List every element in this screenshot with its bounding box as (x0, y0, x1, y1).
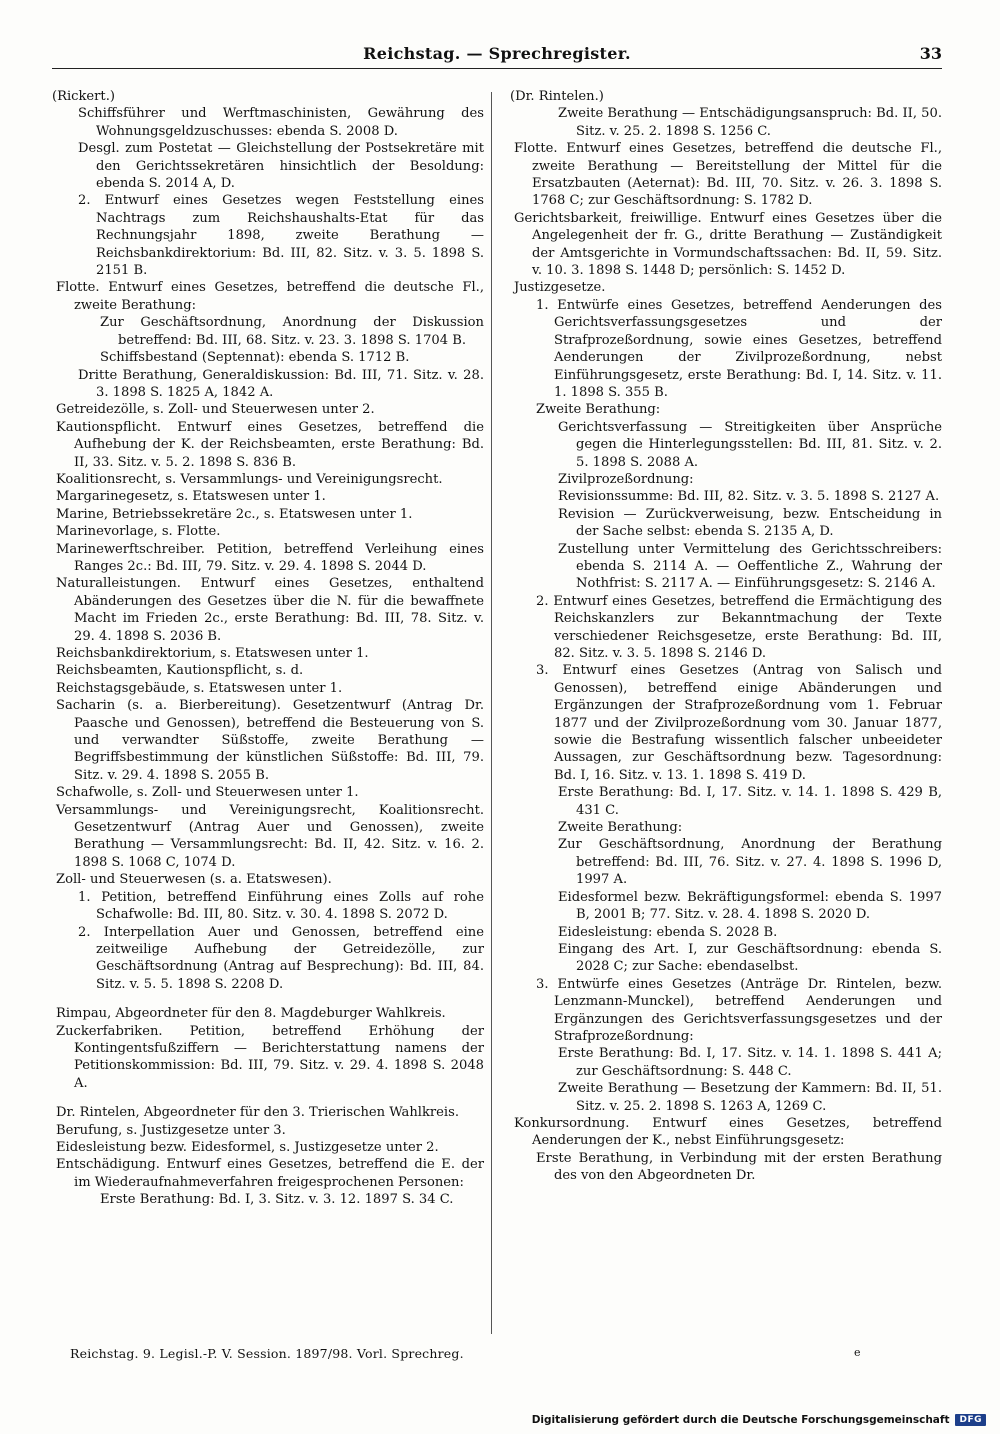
register-entry: Getreidezölle, s. Zoll- und Steuerwesen unter 2. (56, 402, 375, 418)
register-entry: Entschädigung. Entwurf eines Gesetzes, betreffend die E. der im Wiederaufnahmeverfahren freigesprochenen Personen: (56, 1157, 484, 1190)
register-entry: 3. Entwürfe eines Gesetzes (Anträge Dr. Rintelen, bezw. Lenzmann-Munckel), betreffend Aenderungen und Ergänzungen des Gerichtsverfassungsgesetzes und der Strafprozeßordnung: (536, 976, 942, 1044)
register-entry: Zuckerfabriken. Petition, betreffend Erhöhung der Kontingentsfußziffern — Berichterstattung namens der Petitionskommission: Bd. III, 79. Sitz. v. 29. 4. 1898 S. 2048 A. (56, 1023, 484, 1091)
column-divider (491, 92, 492, 1334)
register-entry: Eingang des Art. I, zur Geschäftsordnung: ebenda S. 2028 C; zur Sache: ebendaselbst. (558, 941, 942, 975)
header-title: Reichstag. — Sprechregister. (363, 44, 631, 63)
page-number: 33 (919, 44, 942, 63)
register-entry: Erste Berathung: Bd. I, 17. Sitz. v. 14. 1. 1898 S. 429 B, 431 C. (558, 785, 942, 818)
register-entry: Schafwolle, s. Zoll- und Steuerwesen unter 1. (56, 785, 359, 801)
dfg-logo-icon: DFG (955, 1414, 986, 1426)
register-entry: (Dr. Rintelen.) (510, 89, 604, 104)
register-entry: Flotte. Entwurf eines Gesetzes, betreffend die deutsche Fl., zweite Berathung — Bereitstellung der Mittel für die Ersatzbauten (Aeternat): Bd. III, 70. Sitz. v. 26. 3. 1898 S. 1768 C; zur Geschäftsordnung: S. 1782 D. (514, 141, 942, 209)
register-entry: 3. Entwurf eines Gesetzes (Antrag von Salisch und Genossen), betreffend einige Abänderungen und Ergänzungen der Strafprozeßordnung vom 1. Februar 1877 und der Zivilprozeßordnung vom 30. Januar 1877, sowie die Bestrafung wissentlich falscher unbeeideter Aussagen, zur Geschäftsordnung bezw. Tagesordnung: Bd. I, 16. Sitz. v. 13. 1. 1898 S. 419 D. (536, 663, 942, 783)
register-entry: Reichsbankdirektorium, s. Etatswesen unter 1. (56, 646, 369, 661)
register-entry: Dr. Rintelen, Abgeordneter für den 3. Trierischen Wahlkreis. (56, 1105, 459, 1121)
register-entry: Erste Berathung: Bd. I, 17. Sitz. v. 14. 1. 1898 S. 441 A; zur Geschäftsordnung: S. 448 C. (558, 1046, 942, 1079)
register-entry: Reichsbeamten, Kautionspflicht, s. d. (56, 663, 304, 679)
register-entry: Gerichtsbarkeit, freiwillige. Entwurf eines Gesetzes über die Angelegenheit der fr. G., dritte Berathung — Zuständigkeit der Amtsgerichte in Vormundschaftssachen: Bd. II, 59. Sitz. v. 10. 3. 1898 S. 1448 D; persönlich: S. 1452 D. (514, 210, 942, 279)
register-entry: (Rickert.) (52, 89, 115, 104)
register-entry: Gerichtsverfassung — Streitigkeiten über Ansprüche gegen die Hinterlegungsstellen: Bd. III, 81. Sitz. v. 2. 5. 1898 S. 2088 A. (558, 419, 942, 470)
register-entry: Schiffsführer und Werftmaschinisten, Gewährung des Wohnungsgeldzuschusses: ebenda S. 2008 D. (78, 106, 484, 139)
register-entry: Schiffsbestand (Septennat): ebenda S. 1712 B. (100, 350, 410, 366)
register-entry: Kautionspflicht. Entwurf eines Gesetzes, betreffend die Aufhebung der K. der Reichsbeamten, erste Berathung: Bd. II, 33. Sitz. v. 5. 2. 1898 S. 836 B. (56, 419, 484, 470)
register-entry: Zustellung unter Vermittelung des Gerichtsschreibers: ebenda S. 2114 A. — Oeffentliche Z., Wahrung der Nothfrist: S. 2117 A. — Einführungsgesetz: S. 2146 A. (558, 541, 942, 592)
register-entry: 2. Entwurf eines Gesetzes wegen Feststellung eines Nachtrags zum Reichshaushalts-Etat für das Rechnungsjahr 1898, zweite Berathung — Reichsbankdirektorium: Bd. III, 82. Sitz. v. 3. 5. 1898 S. 2151 B. (78, 193, 484, 279)
register-entry: Margarinegesetz, s. Etatswesen unter 1. (56, 489, 326, 505)
register-entry: 2. Interpellation Auer und Genossen, betreffend eine zeitweilige Aufhebung der Getreidezölle, zur Geschäftsordnung (Antrag auf Besprechung): Bd. III, 84. Sitz. v. 5. 5. 1898 S. 2208 D. (78, 924, 484, 992)
register-entry: Zweite Berathung: (536, 402, 661, 418)
running-header (52, 44, 942, 69)
right-column (510, 88, 942, 1185)
entry-spacer (52, 993, 484, 1005)
signature-mark: e (854, 1346, 861, 1359)
register-entry: Sacharin (s. a. Bierbereitung). Gesetzentwurf (Antrag Dr. Paasche und Genossen), betreffend die Besteuerung von S. und verwandter Süßstoffe, zweite Berathung — Begriffsbestimmung der künstlichen Süßstoffe: Bd. III, 79. Sitz. v. 29. 4. 1898 S. 2055 B. (56, 698, 484, 783)
register-entry: Flotte. Entwurf eines Gesetzes, betreffend die deutsche Fl., zweite Berathung: (56, 280, 484, 313)
register-entry: Zoll- und Steuerwesen (s. a. Etatswesen). (56, 872, 332, 888)
dfg-credit-text: Digitalisierung gefördert durch die Deutsche Forschungsgemeinschaft (531, 1414, 950, 1426)
register-entry: Koalitionsrecht, s. Versammlungs- und Vereinigungsrecht. (56, 471, 443, 487)
register-entry: Zivilprozeßordnung: (558, 471, 694, 487)
register-entry: Erste Berathung: Bd. I, 3. Sitz. v. 3. 12. 1897 S. 34 C. (100, 1192, 454, 1208)
register-entry: Marine, Betriebssekretäre 2c., s. Etatswesen unter 1. (56, 506, 413, 522)
register-entry: Desgl. zum Postetat — Gleichstellung der Postsekretäre mit den Gerichtssekretären hinsichtlich der Besoldung: ebenda S. 2014 A, D. (78, 141, 484, 192)
register-entry: Eidesformel bezw. Bekräftigungsformel: ebenda S. 1997 B, 2001 B; 77. Sitz. v. 28. 4. 1898 S. 2020 D. (558, 889, 942, 923)
register-entry: Rimpau, Abgeordneter für den 8. Magdeburger Wahlkreis. (56, 1006, 446, 1022)
register-entry: Dritte Berathung, Generaldiskussion: Bd. III, 71. Sitz. v. 28. 3. 1898 S. 1825 A, 1842 A. (78, 367, 484, 400)
register-entry: Eidesleistung: ebenda S. 2028 B. (558, 924, 778, 940)
register-entry: Marinevorlage, s. Flotte. (56, 524, 221, 540)
register-entry: Zur Geschäftsordnung, Anordnung der Diskussion betreffend: Bd. III, 68. Sitz. v. 23. 3. 1898 S. 1704 B. (100, 315, 484, 348)
footer-imprint: Reichstag. 9. Legisl.-P. V. Session. 1897/98. Vorl. Sprechreg. (70, 1346, 464, 1361)
register-entry: 2. Entwurf eines Gesetzes, betreffend die Ermächtigung des Reichskanzlers zur Bekanntmachung der Texte verschiedener Reichsgesetze, erste Berathung: Bd. III, 82. Sitz. v. 3. 5. 1898 S. 2146 D. (536, 593, 942, 661)
register-entry: Eidesleistung bezw. Eidesformel, s. Justizgesetze unter 2. (56, 1139, 439, 1155)
register-entry: Naturalleistungen. Entwurf eines Gesetzes, enthaltend Abänderungen des Gesetzes über die N. für die bewaffnete Macht im Frieden 2c., erste Berathung: Bd. III, 78. Sitz. v. 29. 4. 1898 S. 2036 B. (56, 576, 484, 644)
register-entry: Zweite Berathung: (558, 820, 683, 836)
register-entry: Revisionssumme: Bd. III, 82. Sitz. v. 3. 5. 1898 S. 2127 A. (558, 489, 940, 505)
register-entry: Erste Berathung, in Verbindung mit der ersten Berathung des von den Abgeordneten Dr. (536, 1150, 942, 1184)
register-entry: Reichstagsgebäude, s. Etatswesen unter 1. (56, 680, 343, 696)
register-entry: Zweite Berathung — Besetzung der Kammern: Bd. II, 51. Sitz. v. 25. 2. 1898 S. 1263 A, 1269 C. (558, 1081, 942, 1114)
register-entry: Revision — Zurückverweisung, bezw. Entscheidung in der Sache selbst: ebenda S. 2135 A, D. (558, 506, 942, 540)
dfg-credit (532, 1414, 986, 1426)
register-entry: Zur Geschäftsordnung, Anordnung der Berathung betreffend: Bd. III, 76. Sitz. v. 27. 4. 1898 S. 1996 D, 1997 A. (558, 837, 942, 888)
register-entry: Marinewerftschreiber. Petition, betreffend Verleihung eines Ranges 2c.: Bd. III, 79. Sitz. v. 29. 4. 1898 S. 2044 D. (56, 541, 484, 574)
entry-spacer (52, 1092, 484, 1104)
register-entry: 1. Entwürfe eines Gesetzes, betreffend Aenderungen des Gerichtsverfassungsgesetzes und der Strafprozeßordnung, sowie eines Gesetzes, betreffend Aenderungen der Zivilprozeßordnung, nebst Einführungsgesetz, erste Berathung: Bd. I, 14. Sitz. v. 11. 1. 1898 S. 355 B. (536, 297, 942, 400)
register-entry: Berufung, s. Justizgesetze unter 3. (56, 1122, 286, 1138)
register-entry: Zweite Berathung — Entschädigungsanspruch: Bd. II, 50. Sitz. v. 25. 2. 1898 S. 1256 C. (558, 106, 942, 139)
left-column (52, 88, 484, 1209)
register-entry: Versammlungs- und Vereinigungsrecht, Koalitionsrecht. Gesetzentwurf (Antrag Auer und Genossen), zweite Berathung — Versammlungsrecht: Bd. II, 42. Sitz. v. 16. 2. 1898 S. 1068 C, 1074 D. (56, 802, 484, 870)
register-entry: Konkursordnung. Entwurf eines Gesetzes, betreffend Aenderungen der K., nebst Einführungsgesetz: (514, 1115, 942, 1149)
register-entry: Justizgesetze. (514, 280, 606, 296)
register-entry: 1. Petition, betreffend Einführung eines Zolls auf rohe Schafwolle: Bd. III, 80. Sitz. v. 30. 4. 1898 S. 2072 D. (78, 889, 484, 923)
